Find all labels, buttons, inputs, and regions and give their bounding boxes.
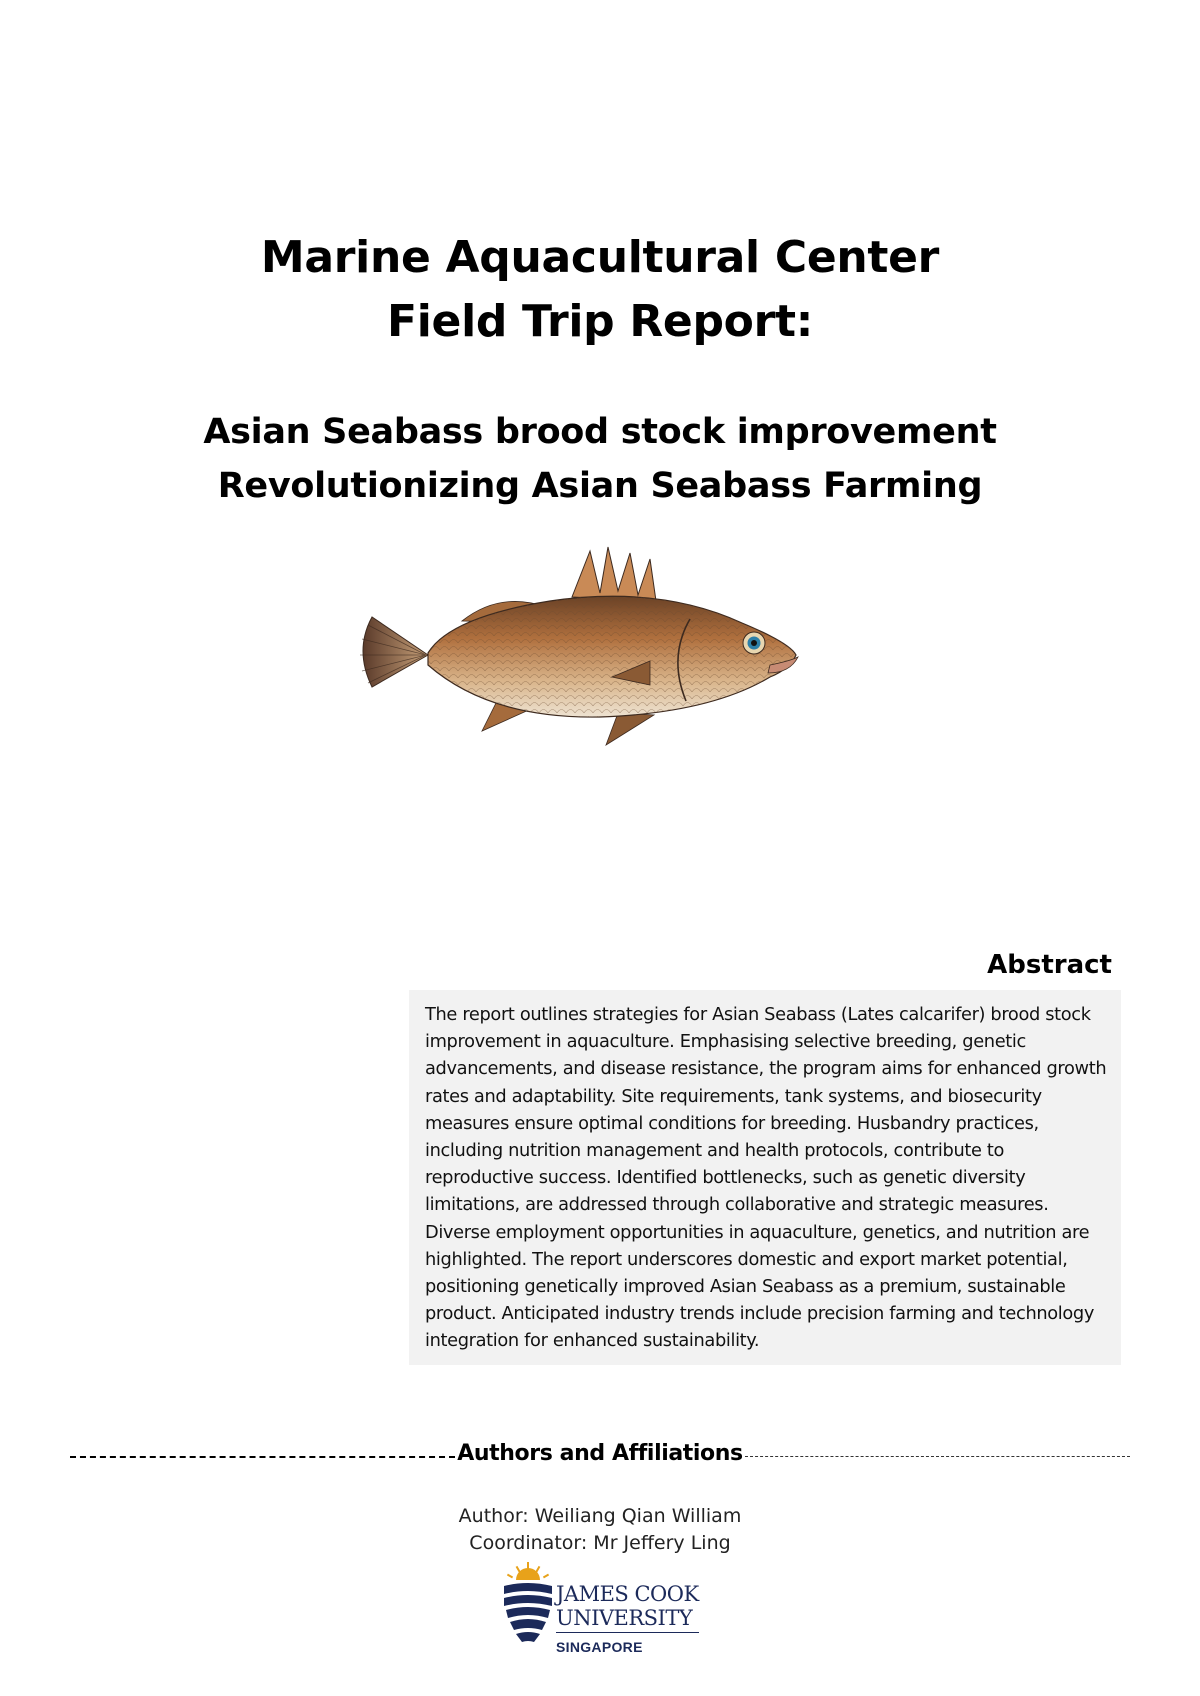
logo-line-1: JAMES COOK — [556, 1582, 699, 1606]
title-line-2: Field Trip Report: — [386, 296, 814, 347]
jcu-sun-waves-logo-icon — [500, 1560, 556, 1650]
divider-dashes-left — [70, 1456, 455, 1458]
fish-icon — [350, 545, 830, 755]
abstract-text: The report outlines strategies for Asian Seabass (Lates calcarifer) brood stock improvement in aquaculture. Emphasising selective breeding, genetic advancements, and disease resistance, the program aims for enhanced growth rates and adaptability. Site requirements, tank systems, and biosecurity measures ensure optimal conditions for breeding. Husbandry practices, including nutrition management and health protocols, contribute to reproductive success. Identified bottlenecks, such as genetic diversity limitations, are addressed through collaborative and strategic measures. Diverse employment opportunities in aquaculture, genetics, and nutrition are highlighted. The report underscores domestic and export market potential, positioning genetically improved Asian Seabass as a premium, sustainable product. Anticipated industry trends include precision farming and technology integration for enhanced sustainability. — [425, 1004, 1107, 1352]
subtitle-line-2: Revolutionizing Asian Seabass Farming — [217, 466, 983, 506]
coordinator-line: Coordinator: Mr Jeffery Ling — [469, 1532, 731, 1554]
author-line: Author: Weiliang Qian William — [458, 1505, 742, 1527]
authors-heading: Authors and Affiliations — [457, 1441, 743, 1466]
authors-divider — [70, 1441, 1130, 1466]
report-subtitle — [0, 405, 1200, 513]
logo-line-3: SINGAPORE — [556, 1639, 643, 1655]
credits — [0, 1503, 1200, 1557]
report-title — [0, 226, 1200, 354]
university-logo — [500, 1560, 710, 1655]
divider-dashes-right — [745, 1456, 1130, 1457]
logo-line-2: UNIVERSITY — [556, 1606, 699, 1633]
title-line-1: Marine Aquacultural Center — [260, 232, 940, 283]
abstract-heading: Abstract — [987, 950, 1112, 980]
logo-wordmark — [556, 1582, 699, 1659]
subtitle-line-1: Asian Seabass brood stock improvement — [203, 412, 997, 452]
abstract-box — [409, 990, 1121, 1365]
seabass-illustration — [350, 545, 830, 755]
